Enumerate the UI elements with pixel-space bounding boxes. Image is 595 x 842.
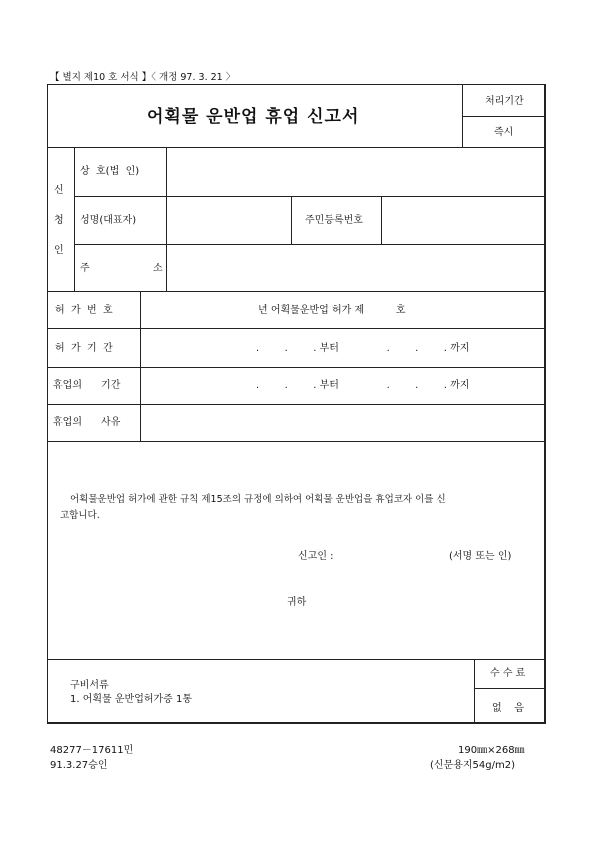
page-title: 어획물 운반업 휴업 신고서 <box>147 107 360 127</box>
declaration-line-1: 어획물운반업 허가에 관한 규칙 제15조의 규정에 의하여 어획물 운반업을 휴업코자 이를 신 <box>70 494 446 505</box>
applicant-label-3: 인 <box>54 245 64 256</box>
trade-name-field[interactable] <box>167 148 545 195</box>
processing-period-label: 처리기간 <box>485 96 524 107</box>
required-documents-label: 구비서류 <box>70 680 109 691</box>
suspension-period-label: 휴업의 기간 <box>53 380 121 391</box>
address-field[interactable] <box>167 245 545 290</box>
signature-label: (서명 또는 인) <box>449 551 512 562</box>
permit-period-label: 허 가 기 간 <box>55 343 113 354</box>
addressee-label: 귀하 <box>287 597 307 608</box>
resident-number-field[interactable] <box>382 197 545 243</box>
required-documents-item: 1. 어획물 운반업허가증 1통 <box>70 694 193 705</box>
address-label-1: 주 <box>80 263 90 274</box>
paper-size: 190㎜×268㎜ <box>458 745 525 756</box>
approval-date: 91.3.27승인 <box>50 760 108 771</box>
permit-period-value[interactable]: . . . 부터 . . . 까지 <box>256 343 470 354</box>
processing-period-value: 즉시 <box>494 127 514 138</box>
declaration-line-2: 고합니다. <box>60 510 100 521</box>
representative-label: 성명(대표자) <box>80 215 137 226</box>
declarant-field[interactable] <box>340 547 445 565</box>
suspension-reason-field[interactable] <box>141 405 545 440</box>
form-reference: 【 별지 제10 호 서식 】〈 개정 97. 3. 21 〉 <box>50 72 236 83</box>
fee-value: 없 음 <box>492 703 525 714</box>
paper-type: (신문용지54g/m2) <box>430 760 515 771</box>
suspension-reason-label: 휴업의 사유 <box>53 417 121 428</box>
fee-label: 수 수 료 <box>490 668 526 679</box>
applicant-label-2: 청 <box>54 215 64 226</box>
permit-number-value[interactable]: 년 어획물운반업 허가 제 호 <box>258 305 406 316</box>
resident-number-label: 주민등록번호 <box>305 215 363 226</box>
trade-name-label: 상 호(법 인) <box>80 166 140 177</box>
address-label-2: 소 <box>153 263 163 274</box>
applicant-label-1: 신 <box>54 185 64 196</box>
representative-field[interactable] <box>167 197 290 243</box>
declarant-label: 신고인 : <box>298 551 334 562</box>
suspension-period-value[interactable]: . . . 부터 . . . 까지 <box>256 380 470 391</box>
form-code: 48277－17611민 <box>50 745 134 756</box>
permit-number-label: 허 가 번 호 <box>55 305 113 316</box>
